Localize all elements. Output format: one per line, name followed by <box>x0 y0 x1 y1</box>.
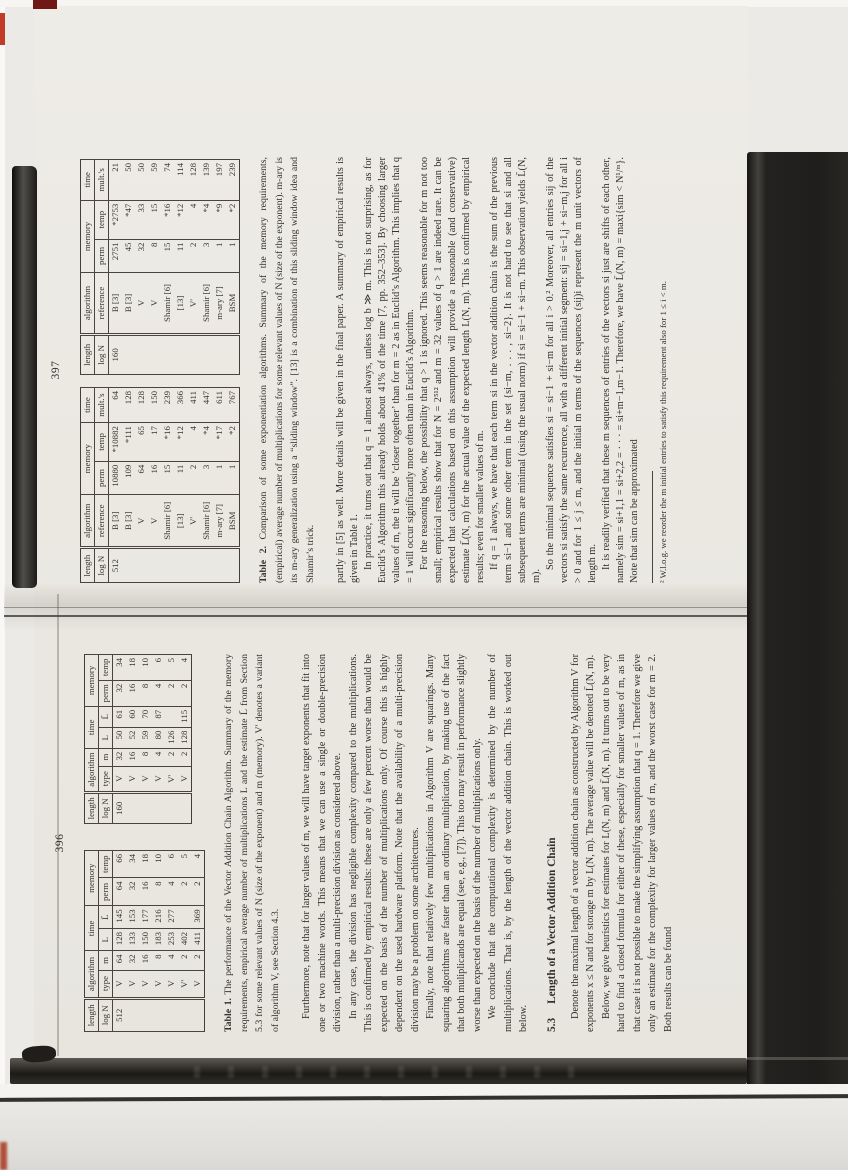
table-row: V′ 2 4 411 <box>187 388 200 583</box>
table-1-caption-text: The performance of the Vector Addition Chain Algorithm. Summary of the memory requirements, empirical average number of multiplications L and the estimate L̄ from Section 5.3 for some relevant values of N (size of the exponent) and m (memory). V′ denotes a variant of algorithm V, see Section 4.3. <box>223 654 281 1032</box>
paragraph: Furthermore, note that for larger values of m, we will have target exponents that fit into one or two machine words. This means that we can use a single or double-precision division, rather than a multi-precision division as considered above. <box>301 654 343 1032</box>
table-row: V 16 150 177 16 18 <box>139 851 152 1032</box>
page-396-tables <box>84 654 205 1032</box>
page-number: 396 <box>54 833 66 853</box>
page-number: 397 <box>50 360 62 380</box>
data-table: length algorithm time memory log N type m L L̄ perm temp 160 V 32 50 61 32 34 V 16 52 60 16 18 V 8 59 70 8 10 V 4 80 87 4 6 V′ 2 126 2 5 V 2 128 115 2 4 <box>84 654 192 824</box>
paragraph: Finally, note that relatively few multiplications in Algorithm V are squarings. Many squaring algorithms are faster than an ordinary multiplication, by making use of the fact that both muliplicands are equal (see, e.g., [7]). This too may result in performance slightly worse than expected on the basis of the number of multiplications only. <box>425 654 483 1032</box>
table-row: 512 B [3] 10880 *10882 64 <box>109 388 123 583</box>
paragraph: If q = 1 always, we have that each term si in the vector addition chain is the sum of the previous term si−1 and some other term in the set {si−m, . . . , si−2}. It is not hard to see that si and all subsequent terms are minimal (using the usual norm) if si = si−1 + si−m. This observation yields L̄(N, m). <box>489 157 542 583</box>
page-396-column <box>6 654 676 1032</box>
book-bottom-edge-panel <box>747 152 848 1085</box>
table-row: V 8 15 59 <box>148 160 161 375</box>
table-row: [13] 11 *12 366 <box>174 388 187 583</box>
red-scan-mark <box>0 13 5 45</box>
table-row: V 16 17 150 <box>148 388 161 583</box>
scanner-bed-bottom <box>0 1100 848 1170</box>
footnote-rule <box>652 471 653 583</box>
table-row: Shamir [6] 3 *4 139 <box>200 160 213 375</box>
table-row: Shamir [6] 15 *16 239 <box>161 388 174 583</box>
table-row: Shamir [6] 15 *16 74 <box>161 160 174 375</box>
section-title: Length of a Vector Addition Chain <box>545 837 558 1004</box>
table-row: m-ary [7] 1 *17 611 <box>213 388 226 583</box>
table-1-n512 <box>84 850 205 1032</box>
table-row: V 8 59 70 8 10 <box>139 655 152 824</box>
page-397-column <box>6 157 669 583</box>
page-stack-edge-marks <box>180 1066 600 1078</box>
table-row: V′ 2 402 2 5 <box>178 851 191 1032</box>
table-1-caption <box>221 654 283 1032</box>
data-table: length algorithm memory time log N reference perm temp mult.'s 512 B [3] 10880 *10882 64 B [3] 109 *111 128 V 64 65 128 V 16 17 150 Shamir [6] 15 *16 239 [13] 11 *12 366 V′ 2 4 411 Shamir [6] 3 *4 447 m-ary [7] 1 *17 611 BSM 1 *2 767 <box>80 387 240 583</box>
section-heading-5-3 <box>546 654 558 1032</box>
book-cover-edge <box>12 166 37 588</box>
table-2-n512 <box>80 387 240 583</box>
paragraph: It is readily verified that these m sequences of entries of the vectors si just are shifts of each other, namely sim = si+1,1 = si+2,2 = · · · = si+m−1,m−1. Therefore, we have L̄(N, m) = maxi{sim < N¹/ᵐ}. Note that sim can be approximated <box>601 157 640 583</box>
paragraph: Below, we give heuristics for estimates for L(N, m) and L̄(N, m). It turns out to be very hard to find a closed formula for either of these, especially for smaller values of m, as in that case it is not possible to make the simplifying assumption that q = 1. Therefore we give only an estimate for the complexity for larger values of m, and the worst case for m = 2. Both results can be found <box>600 654 674 1032</box>
table-row: V′ 2 126 2 5 <box>165 655 178 824</box>
page-396-body <box>299 654 676 1032</box>
table-row: V 4 80 87 4 6 <box>152 655 165 824</box>
table-row: V 8 183 216 8 10 <box>152 851 165 1032</box>
table-row: V 2 128 115 2 4 <box>178 655 192 824</box>
panel-seam-line <box>747 1057 848 1060</box>
page-397-tables <box>80 157 240 583</box>
table-row: V 4 253 277 4 6 <box>165 851 178 1032</box>
table-row: BSM 1 *2 767 <box>226 388 240 583</box>
table-2-caption <box>256 157 318 583</box>
table-2-caption-text: Comparison of some exponentiation algorithms. Summary of the memory requirements, (empirical) average number of multiplications for some relevant values of N (size of the exponent). m-ary is its m-ary generalization using a “sliding window”. [13] is a combination of this sliding window idea and Shamir’s trick. <box>258 157 316 583</box>
footnote: ² W.l.o.g. we reorder the m initial entries to satisfy this requirement also for 1 ≤ i < m. <box>658 281 668 583</box>
paragraph: Denote the maximal length of a vector addition chain as constructed by Algorithm V for exponents x ≤ N and for storage m by L(N, m). The average value will be denoted L̄(N, m). <box>569 654 596 1032</box>
table-row: V 2 411 369 2 4 <box>191 851 205 1032</box>
table-row: B [3] 45 *47 50 <box>122 160 135 375</box>
table-1-caption-label: Table 1. <box>223 998 234 1032</box>
table-row: Shamir [6] 3 *4 447 <box>200 388 213 583</box>
paragraph: So the minimal sequence satisfies si = si−1 + si−m for all i > 0.² Moreover, all entries sij of the vectors si satisfy the same recurrence, all with a different initial segment: sij = si−1,j + si−m,j for all i > 0 and for 1 ≤ j ≤ m, and the initial m terms of the sequences (sij)i represent the m unit vectors of length m. <box>545 157 598 583</box>
table-2-n160 <box>80 159 240 375</box>
data-table: length algorithm memory time log N reference perm temp mult.'s 160 B [3] 2751 *2753 21 B [3] 45 *47 50 V 32 33 50 V 8 15 59 Shamir [6] 15 *16 74 [13] 11 *12 114 V′ 2 4 128 Shamir [6] 3 *4 139 m-ary [7] 1 *9 197 BSM 1 *2 239 <box>80 159 240 375</box>
red-scan-mark <box>33 0 57 9</box>
table-row: V 16 52 60 16 18 <box>126 655 139 824</box>
table-row: m-ary [7] 1 *9 197 <box>213 160 226 375</box>
paragraph: In practice, it turns out that q = 1 almost always, unless log b ≫ m. This is not surprising, as for Euclid’s Algorithm this already holds about 41% of the time [7, pp. 352–353]. By choosing larger values of m, the ti will be ‘closer together’ than for m = 2 as in Euclid’s Algorithm. This implies that q = 1 will occur significantly more often than in Euclid’s Algorithm. <box>363 157 416 583</box>
paragraph: We conclude that the computational complexity is determined by the number of multiplications. That is, by the length of the vector addition chain. This is worked out below. <box>487 654 529 1032</box>
paragraph: In any case, the division has negligible complexity compared to the multiplications. This is confirmed by empirical results: these are only a few percent worse than would be expected on the basis of the number of multiplications only. Of course this is highly dependent on the used hardware platform. Note that the availability of a multi-precision division may be a problem on some architectures. <box>347 654 421 1032</box>
table-row: B [3] 109 *111 128 <box>122 388 135 583</box>
table-row: 160 V 32 50 61 32 34 <box>113 655 127 824</box>
table-row: V 64 65 128 <box>135 388 148 583</box>
table-2-caption-label: Table 2. <box>258 546 269 583</box>
paragraph: For the reasoning below, the possibility that q > 1 is ignored. This seems reasonable for m not too small; empirical results show that for N = 2⁵¹² and m = 32 values of q > 1 are indeed rare. It can be expected that calculations based on this assumption will provide a reasonable (and conservative) estimate L̄(N, m) for the actual value of the expected length L(N, m). This is confirmed by empirical results; even for smaller values of m. <box>419 157 486 583</box>
page-397-body <box>334 157 642 583</box>
data-table: length algorithm time memory log N type m L L̄ perm temp 512 V 64 128 145 64 66 V 32 133 153 32 34 V 16 150 177 16 18 V 8 183 216 8 10 V 4 253 277 4 6 V′ 2 402 2 5 V 2 411 369 2 4 <box>84 850 205 1032</box>
paragraph: partly in [5] as well. More details will be given in the final paper. A summary of empirical results is given in Table 1. <box>335 157 360 583</box>
red-scan-mark <box>0 1142 7 1170</box>
page-396 <box>6 585 844 1078</box>
page-397 <box>6 10 844 585</box>
table-row: V 32 33 50 <box>135 160 148 375</box>
table-row: V 32 133 153 32 34 <box>126 851 139 1032</box>
table-row: [13] 11 *12 114 <box>174 160 187 375</box>
table-row: 160 B [3] 2751 *2753 21 <box>109 160 123 375</box>
table-row: 512 V 64 128 145 64 66 <box>113 851 127 1032</box>
table-row: BSM 1 *2 239 <box>226 160 240 375</box>
table-row: V′ 2 4 128 <box>187 160 200 375</box>
section-number: 5.3 <box>545 1017 558 1032</box>
table-1-n160 <box>84 654 192 824</box>
